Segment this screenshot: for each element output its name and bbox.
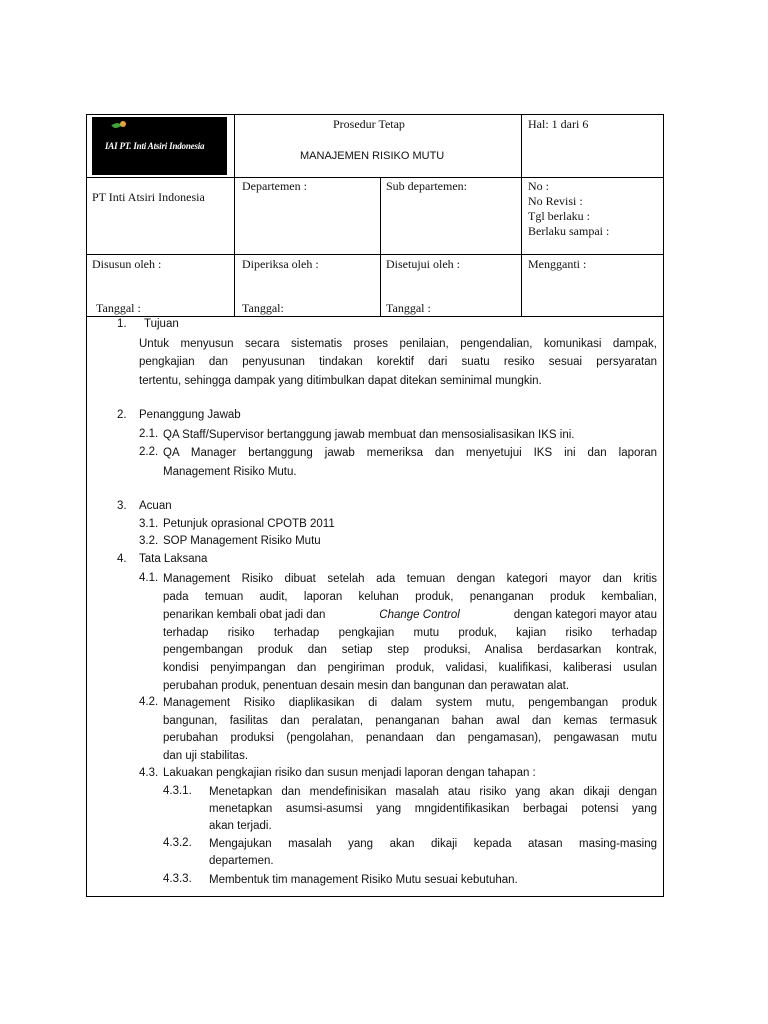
disetujui-label: Disetujui oleh : — [386, 257, 460, 271]
item-text: Management Risiko dibuat setelah ada temuan dengan kategori mayor dan kritis — [163, 573, 657, 585]
table-rule — [86, 177, 664, 178]
section-title: Acuan — [139, 500, 172, 512]
item-text: Lakuakan pengkajian risiko dan susun menjadi laporan dengan tahapan : — [163, 767, 536, 779]
berlaku-sampai-label: Berlaku sampai : — [528, 224, 610, 238]
item-number: 3.2. — [139, 535, 159, 547]
doc-title: MANAJEMEN RISIKO MUTU — [300, 150, 445, 162]
logo-text — [105, 141, 204, 151]
item-number: 4.2. — [139, 696, 159, 708]
item-number: 2.1. — [139, 428, 159, 440]
table-rule — [234, 114, 235, 316]
table-rule — [521, 114, 522, 316]
item-text-line — [163, 606, 657, 624]
mengganti-label: Mengganti : — [528, 257, 587, 271]
sub-departemen-label: Sub departemen: — [386, 179, 467, 193]
table-rule — [380, 177, 381, 316]
departemen-label: Departemen : — [242, 179, 307, 193]
item-text: penarikan kembali obat jadi dan — [163, 609, 326, 621]
subitem-text: Mengajukan masalah yang akan dikaji kepada atasan masing-masing — [209, 838, 657, 850]
no-label: No : — [528, 179, 549, 193]
tanggal-label: Tanggal : — [386, 301, 431, 315]
item-number: 2.2. — [139, 446, 159, 458]
section-title: Tujuan — [144, 318, 179, 330]
section-text: pengkajian dan penyusunan tindakan korektif dari suatu resiko sesuai persyaratan — [139, 356, 657, 368]
section-text: tertentu, sehingga dampak yang ditimbulkan dapat ditekan seminimal mungkin. — [139, 375, 542, 387]
tgl-berlaku-label: Tgl berlaku : — [528, 209, 590, 223]
item-text: Management Risiko Mutu. — [163, 466, 297, 478]
no-revisi-label: No Revisi : — [528, 194, 583, 208]
tanggal-label: Tanggal : — [96, 301, 141, 315]
section-number: 3. — [117, 500, 127, 512]
item-number: 4.1. — [139, 572, 159, 584]
item-text: kondisi penyimpangan dan pengiriman produk, validasi, kualifikasi, kaliberasi usulan — [163, 662, 657, 674]
diperiksa-label: Diperiksa oleh : — [242, 257, 319, 271]
subitem-number: 4.3.1. — [163, 785, 192, 797]
table-rule — [86, 254, 664, 255]
item-text: Petunjuk oprasional CPOTB 2011 — [163, 518, 335, 530]
section-number: 1. — [117, 318, 127, 330]
disusun-label: Disusun oleh : — [92, 257, 162, 271]
item-text: QA Manager bertanggung jawab memeriksa dan menyetujui IKS ini dan laporan — [163, 447, 657, 459]
company-logo — [92, 117, 227, 175]
item-text: dengan kategori mayor atau — [513, 609, 657, 621]
item-text: Management Risiko diaplikasikan di dalam system mutu, pengembangan produk — [163, 697, 657, 709]
subitem-number: 4.3.3. — [163, 873, 192, 885]
item-text: dan uji stabilitas. — [163, 750, 249, 762]
item-text: bangunan, fasilitas dan peralatan, penanganan bahan awal dan kemas termasuk — [163, 715, 657, 727]
section-text: Untuk menyusun secara sistematis proses penilaian, pengendalian, komunikasi dampak, — [139, 338, 657, 350]
section-title: Penanggung Jawab — [139, 409, 241, 421]
subitem-text: Membentuk tim management Risiko Mutu sesuai kebutuhan. — [209, 874, 518, 886]
item-number: 4.3. — [139, 767, 159, 779]
section-number: 4. — [117, 553, 127, 565]
item-text: QA Staff/Supervisor bertanggung jawab membuat dan mensosialisasikan IKS ini. — [163, 429, 575, 441]
page-number: Hal: 1 dari 6 — [528, 117, 589, 131]
item-text: pada temuan audit, laporan keluhan produk, penanganan produk kembalian, — [163, 591, 657, 603]
dot-icon — [120, 121, 126, 127]
logo-abbr: IAI — [105, 141, 118, 151]
subitem-text: Menetapkan dan mendefinisikan masalah atau risiko yang akan dikaji dengan — [209, 786, 657, 798]
subitem-text: akan terjadi. — [209, 820, 272, 832]
item-text: terhadap risiko terhadap pengkajian mutu produk, kajian risiko terhadap — [163, 627, 657, 639]
item-text-italic: Change Control — [379, 609, 460, 621]
item-text: perubahan produk, penentuan desain mesin dan bangunan dan perawatan alat. — [163, 680, 570, 692]
subitem-text: menetapkan asumsi-asumsi yang mngidentifikasikan berbagai potensi yang — [209, 803, 657, 815]
table-rule — [86, 316, 664, 317]
logo-name: PT. Inti Atsiri Indonesia — [119, 141, 205, 151]
item-text: SOP Management Risiko Mutu — [163, 535, 321, 547]
section-title: Tata Laksana — [139, 553, 208, 565]
item-text: pengembangan produk dan setiap step produksi, Analisa berdasarkan kontrak, — [163, 644, 657, 656]
tanggal-label: Tanggal: — [242, 301, 284, 315]
company-name: PT Inti Atsiri Indonesia — [92, 190, 205, 204]
doc-type: Prosedur Tetap — [333, 117, 405, 131]
item-text: perubahan produksi (pengolahan, penandaan dan pengamasan), pengawasan mutu — [163, 732, 657, 744]
section-number: 2. — [117, 409, 127, 421]
item-number: 3.1. — [139, 518, 159, 530]
subitem-text: departemen. — [209, 855, 274, 867]
subitem-number: 4.3.2. — [163, 837, 192, 849]
